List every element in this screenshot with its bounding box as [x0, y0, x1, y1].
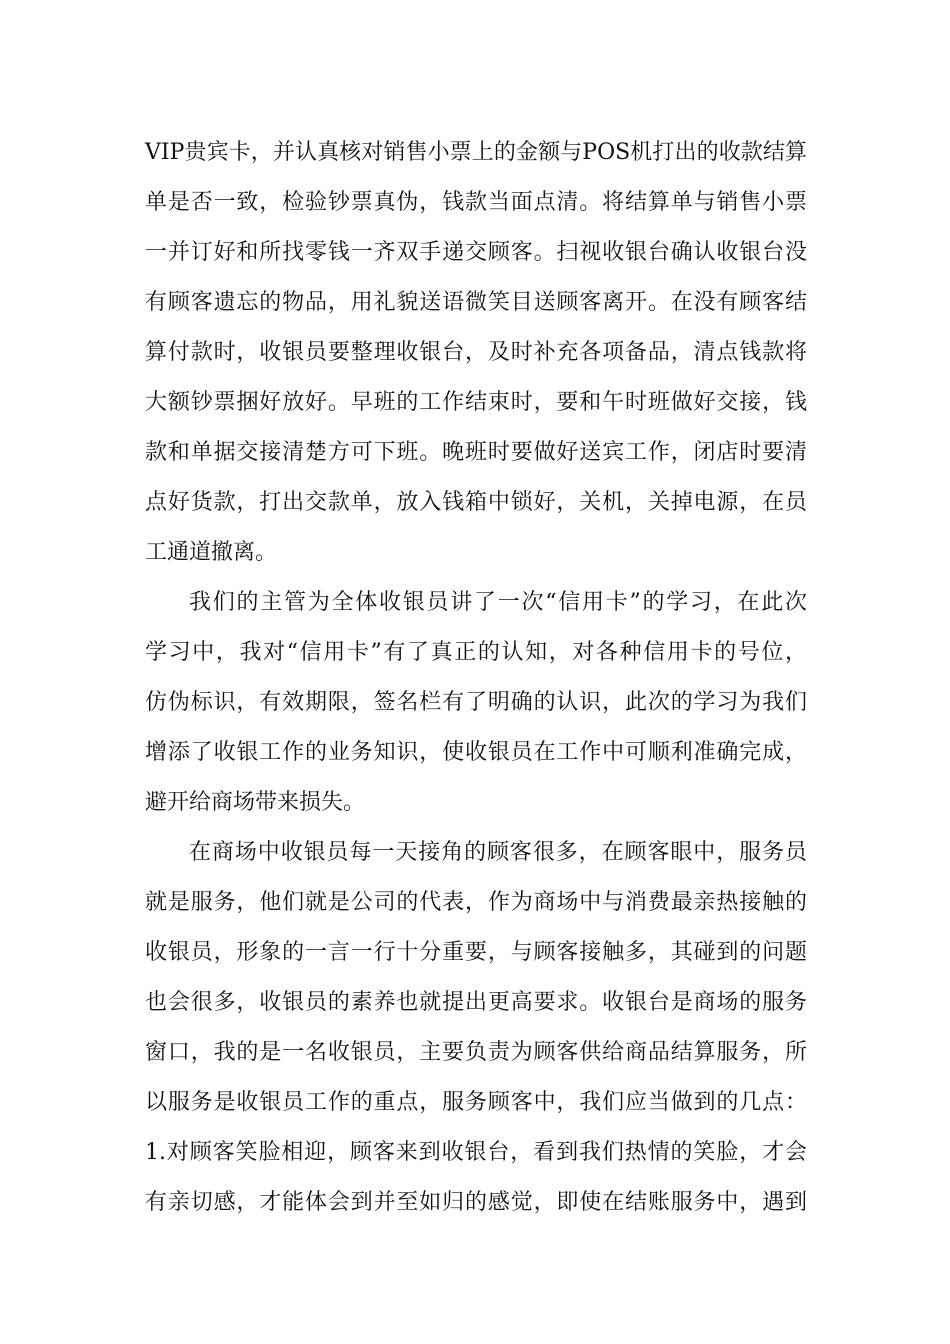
paragraph-3-line-3: 收银员，形象的一言一行十分重要，与顾客接触多，其碰到的问题: [145, 940, 807, 965]
paragraph-1-line-3: 一并订好和所找零钱一齐双手递交顾客。扫视收银台确认收银台没: [145, 240, 807, 265]
paragraph-1-line-6: 大额钞票捆好放好。早班的工作结束时，要和午时班做好交接，钱: [145, 390, 807, 415]
document-body: [145, 128, 807, 1228]
paragraph-1-line-1: VIP贵宾卡，并认真核对销售小票上的金额与POS机打出的收款结算: [145, 140, 807, 165]
paragraph-3-line-7: 1.对顾客笑脸相迎，顾客来到收银台，看到我们热情的笑脸，才会: [145, 1140, 807, 1165]
paragraph-3-line-6: 以服务是收银员工作的重点，服务顾客中，我们应当做到的几点：: [145, 1090, 807, 1115]
paragraph-2-line-3: 仿伪标识，有效期限，签名栏有了明确的认识，此次的学习为我们: [145, 690, 807, 715]
paragraph-3-line-2: 就是服务，他们就是公司的代表，作为商场中与消费最亲热接触的: [145, 890, 807, 915]
paragraph-1-line-9: 工通道撤离。: [145, 540, 278, 565]
paragraph-3-line-8: 有亲切感，才能体会到并至如归的感觉，即使在结账服务中，遇到: [145, 1190, 807, 1215]
paragraph-2-line-1: 我们的主管为全体收银员讲了一次“信用卡”的学习，在此次: [189, 590, 807, 615]
paragraph-3-line-1: 在商场中收银员每一天接角的顾客很多，在顾客眼中，服务员: [189, 840, 807, 865]
paragraph-1-line-5: 算付款时，收银员要整理收银台，及时补充各项备品，清点钱款将: [145, 340, 807, 365]
paragraph-1-line-4: 有顾客遗忘的物品，用礼貌送语微笑目送顾客离开。在没有顾客结: [145, 290, 807, 315]
paragraph-3-line-5: 窗口，我的是一名收银员，主要负责为顾客供给商品结算服务，所: [145, 1040, 807, 1065]
paragraph-2-line-5: 避开给商场带来损失。: [145, 790, 366, 815]
paragraph-2-line-4: 增添了收银工作的业务知识，使收银员在工作中可顺利准确完成，: [145, 740, 807, 765]
paragraph-1-line-7: 款和单据交接清楚方可下班。晚班时要做好送宾工作，闭店时要清: [145, 440, 807, 465]
paragraph-1-line-2: 单是否一致，检验钞票真伪，钱款当面点清。将结算单与销售小票: [145, 190, 807, 215]
paragraph-2-line-2: 学习中，我对“信用卡”有了真正的认知，对各种信用卡的号位，: [145, 640, 807, 665]
paragraph-1-line-8: 点好货款，打出交款单，放入钱箱中锁好，关机，关掉电源，在员: [145, 490, 807, 515]
paragraph-3-line-4: 也会很多，收银员的素养也就提出更高要求。收银台是商场的服务: [145, 990, 807, 1015]
